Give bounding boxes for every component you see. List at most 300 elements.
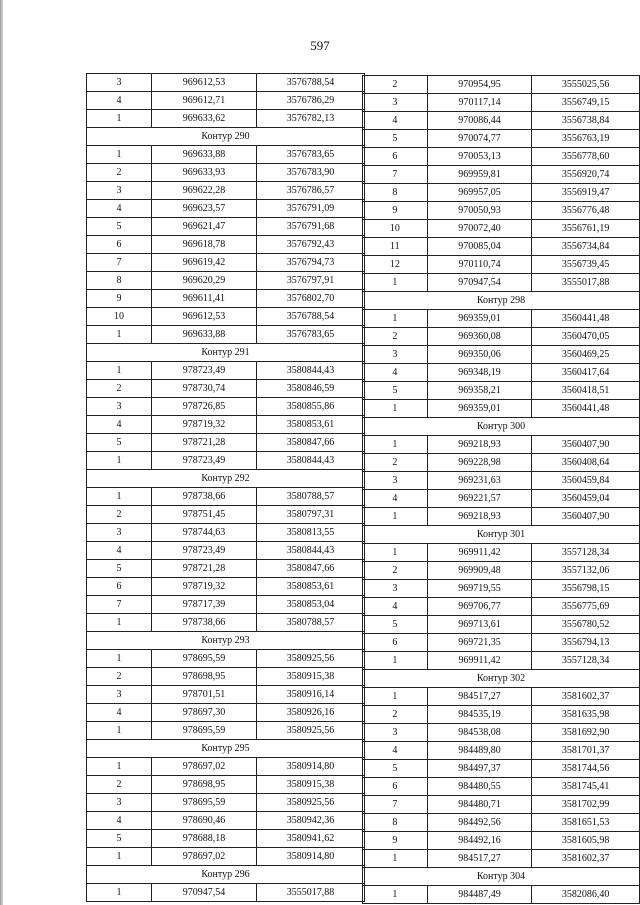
x-coordinate: 969359,01 — [427, 400, 532, 418]
x-coordinate: 984492,16 — [427, 832, 532, 850]
y-coordinate: 3580853,04 — [257, 596, 365, 614]
table-row — [87, 416, 365, 434]
point-number: 6 — [87, 578, 152, 596]
x-coordinate: 984487,49 — [427, 886, 532, 904]
point-number: 2 — [363, 562, 428, 580]
x-coordinate: 984489,80 — [427, 742, 532, 760]
point-number: 4 — [363, 112, 428, 130]
table-row — [363, 472, 640, 490]
x-coordinate: 969633,88 — [152, 326, 257, 344]
point-number: 9 — [363, 202, 428, 220]
y-coordinate: 3556919,47 — [532, 184, 640, 202]
table-row — [87, 452, 365, 470]
y-coordinate: 3576786,57 — [257, 182, 365, 200]
table-row — [363, 796, 640, 814]
point-number: 3 — [87, 398, 152, 416]
x-coordinate: 978738,66 — [152, 614, 257, 632]
x-coordinate: 978721,28 — [152, 560, 257, 578]
table-row — [363, 814, 640, 832]
table-row — [363, 148, 640, 166]
x-coordinate: 969706,77 — [427, 598, 532, 616]
x-coordinate: 969618,78 — [152, 236, 257, 254]
y-coordinate: 3582086,40 — [532, 886, 640, 904]
table-row — [363, 202, 640, 220]
y-coordinate: 3580942,36 — [257, 812, 365, 830]
table-row — [363, 724, 640, 742]
point-number: 1 — [87, 110, 152, 128]
y-coordinate: 3580853,61 — [257, 416, 365, 434]
point-number: 5 — [87, 218, 152, 236]
contour-header-row — [363, 418, 640, 436]
table-row — [363, 184, 640, 202]
x-coordinate: 984535,19 — [427, 706, 532, 724]
y-coordinate: 3580855,86 — [257, 398, 365, 416]
y-coordinate: 3580925,56 — [257, 794, 365, 812]
point-number: 3 — [363, 724, 428, 742]
table-row — [87, 560, 365, 578]
y-coordinate: 3576783,90 — [257, 164, 365, 182]
y-coordinate: 3555017,88 — [532, 274, 640, 292]
y-coordinate: 3581605,98 — [532, 832, 640, 850]
point-number: 4 — [87, 200, 152, 218]
point-number: 3 — [363, 580, 428, 598]
contour-header-row — [87, 470, 365, 488]
contour-title: Контур 291 — [87, 344, 365, 362]
y-coordinate: 3556775,69 — [532, 598, 640, 616]
x-coordinate: 969619,42 — [152, 254, 257, 272]
x-coordinate: 969612,71 — [152, 92, 257, 110]
x-coordinate: 969218,93 — [427, 436, 532, 454]
x-coordinate: 978723,49 — [152, 542, 257, 560]
point-number: 3 — [87, 794, 152, 812]
y-coordinate: 3556780,52 — [532, 616, 640, 634]
point-number: 10 — [363, 220, 428, 238]
table-row — [87, 776, 365, 794]
point-number: 5 — [363, 616, 428, 634]
y-coordinate: 3576791,09 — [257, 200, 365, 218]
table-row — [363, 454, 640, 472]
point-number: 9 — [87, 290, 152, 308]
y-coordinate: 3581701,37 — [532, 742, 640, 760]
x-coordinate: 978721,28 — [152, 434, 257, 452]
point-number: 2 — [87, 380, 152, 398]
x-coordinate: 969959,81 — [427, 166, 532, 184]
y-coordinate: 3560441,48 — [532, 310, 640, 328]
point-number: 3 — [363, 94, 428, 112]
x-coordinate: 969623,57 — [152, 200, 257, 218]
point-number: 5 — [87, 830, 152, 848]
x-coordinate: 978717,39 — [152, 596, 257, 614]
contour-header-row — [87, 740, 365, 758]
table-row — [363, 886, 640, 904]
x-coordinate: 969360,08 — [427, 328, 532, 346]
x-coordinate: 969633,93 — [152, 164, 257, 182]
y-coordinate: 3580915,38 — [257, 668, 365, 686]
y-coordinate: 3560469,25 — [532, 346, 640, 364]
point-number: 5 — [363, 382, 428, 400]
point-number: 3 — [363, 346, 428, 364]
point-number: 5 — [87, 434, 152, 452]
point-number: 1 — [87, 848, 152, 866]
point-number: 2 — [363, 706, 428, 724]
x-coordinate: 969719,55 — [427, 580, 532, 598]
y-coordinate: 3580847,66 — [257, 560, 365, 578]
x-coordinate: 969228,98 — [427, 454, 532, 472]
point-number: 1 — [363, 310, 428, 328]
y-coordinate: 3560459,84 — [532, 472, 640, 490]
y-coordinate: 3580788,57 — [257, 614, 365, 632]
x-coordinate: 978695,59 — [152, 722, 257, 740]
contour-header-row — [363, 868, 640, 886]
y-coordinate: 3556920,74 — [532, 166, 640, 184]
table-row — [87, 542, 365, 560]
x-coordinate: 969612,53 — [152, 74, 257, 92]
point-number: 4 — [87, 704, 152, 722]
x-coordinate: 970050,93 — [427, 202, 532, 220]
y-coordinate: 3580926,16 — [257, 704, 365, 722]
point-number: 7 — [363, 166, 428, 184]
table-row — [87, 812, 365, 830]
y-coordinate: 3581692,90 — [532, 724, 640, 742]
table-row — [87, 488, 365, 506]
point-number: 5 — [87, 560, 152, 578]
contour-header-row — [87, 344, 365, 362]
y-coordinate: 3576782,13 — [257, 110, 365, 128]
point-number: 2 — [87, 668, 152, 686]
y-coordinate: 3556734,84 — [532, 238, 640, 256]
table-row — [87, 596, 365, 614]
table-row — [87, 362, 365, 380]
point-number: 1 — [87, 614, 152, 632]
y-coordinate: 3580914,80 — [257, 758, 365, 776]
x-coordinate: 969620,29 — [152, 272, 257, 290]
point-number: 2 — [87, 776, 152, 794]
x-coordinate: 970085,04 — [427, 238, 532, 256]
table-row — [363, 238, 640, 256]
x-coordinate: 978701,51 — [152, 686, 257, 704]
point-number: 1 — [87, 650, 152, 668]
x-coordinate: 978726,85 — [152, 398, 257, 416]
contour-title: Контур 295 — [87, 740, 365, 758]
point-number: 3 — [87, 182, 152, 200]
y-coordinate: 3555017,88 — [257, 884, 365, 902]
y-coordinate: 3580853,61 — [257, 578, 365, 596]
table-row — [363, 580, 640, 598]
table-row — [363, 742, 640, 760]
point-number: 6 — [363, 778, 428, 796]
table-row — [87, 326, 365, 344]
contour-header-row — [363, 670, 640, 688]
table-row — [87, 524, 365, 542]
table-row — [87, 254, 365, 272]
x-coordinate: 978744,63 — [152, 524, 257, 542]
table-row — [363, 778, 640, 796]
table-row — [363, 346, 640, 364]
table-row — [87, 92, 365, 110]
x-coordinate: 978698,95 — [152, 668, 257, 686]
contour-title: Контур 293 — [87, 632, 365, 650]
y-coordinate: 3555025,56 — [532, 76, 640, 94]
y-coordinate: 3581651,53 — [532, 814, 640, 832]
table-row — [87, 236, 365, 254]
table-row — [87, 164, 365, 182]
x-coordinate: 978697,02 — [152, 758, 257, 776]
y-coordinate: 3580847,66 — [257, 434, 365, 452]
table-row — [363, 544, 640, 562]
y-coordinate: 3556794,13 — [532, 634, 640, 652]
table-row — [363, 328, 640, 346]
x-coordinate: 970954,95 — [427, 76, 532, 94]
x-coordinate: 984497,37 — [427, 760, 532, 778]
point-number: 1 — [87, 146, 152, 164]
y-coordinate: 3556739,45 — [532, 256, 640, 274]
x-coordinate: 969957,05 — [427, 184, 532, 202]
x-coordinate: 970053,13 — [427, 148, 532, 166]
x-coordinate: 970074,77 — [427, 130, 532, 148]
table-row — [87, 200, 365, 218]
x-coordinate: 978719,32 — [152, 578, 257, 596]
x-coordinate: 978695,59 — [152, 650, 257, 668]
table-row — [363, 274, 640, 292]
x-coordinate: 969611,41 — [152, 290, 257, 308]
y-coordinate: 3556778,60 — [532, 148, 640, 166]
table-row — [87, 704, 365, 722]
y-coordinate: 3580916,14 — [257, 686, 365, 704]
x-coordinate: 969218,93 — [427, 508, 532, 526]
x-coordinate: 969612,53 — [152, 308, 257, 326]
x-coordinate: 978698,95 — [152, 776, 257, 794]
y-coordinate: 3580813,55 — [257, 524, 365, 542]
table-row — [87, 506, 365, 524]
table-row — [363, 688, 640, 706]
point-number: 1 — [363, 436, 428, 454]
y-coordinate: 3556761,19 — [532, 220, 640, 238]
y-coordinate: 3576797,91 — [257, 272, 365, 290]
table-row — [87, 884, 365, 902]
table-row — [363, 706, 640, 724]
y-coordinate: 3560418,51 — [532, 382, 640, 400]
point-number: 1 — [363, 850, 428, 868]
x-coordinate: 978719,32 — [152, 416, 257, 434]
point-number: 3 — [363, 472, 428, 490]
contour-title: Контур 301 — [363, 526, 640, 544]
y-coordinate: 3576788,54 — [257, 308, 365, 326]
table-row — [363, 616, 640, 634]
x-coordinate: 969358,21 — [427, 382, 532, 400]
table-row — [363, 436, 640, 454]
y-coordinate: 3576786,29 — [257, 92, 365, 110]
y-coordinate: 3576788,54 — [257, 74, 365, 92]
table-row — [87, 830, 365, 848]
point-number: 6 — [363, 148, 428, 166]
x-coordinate: 978723,49 — [152, 452, 257, 470]
point-number: 3 — [87, 524, 152, 542]
y-coordinate: 3581635,98 — [532, 706, 640, 724]
table-row — [87, 380, 365, 398]
table-row — [363, 598, 640, 616]
y-coordinate: 3557128,34 — [532, 544, 640, 562]
y-coordinate: 3581745,41 — [532, 778, 640, 796]
x-coordinate: 970072,40 — [427, 220, 532, 238]
y-coordinate: 3581602,37 — [532, 850, 640, 868]
x-coordinate: 969713,61 — [427, 616, 532, 634]
point-number: 3 — [87, 686, 152, 704]
point-number: 4 — [363, 364, 428, 382]
x-coordinate: 984492,56 — [427, 814, 532, 832]
table-row — [363, 562, 640, 580]
table-row — [363, 400, 640, 418]
y-coordinate: 3580844,43 — [257, 452, 365, 470]
x-coordinate: 984538,08 — [427, 724, 532, 742]
point-number: 1 — [87, 452, 152, 470]
point-number: 5 — [363, 760, 428, 778]
x-coordinate: 969359,01 — [427, 310, 532, 328]
table-row — [363, 112, 640, 130]
y-coordinate: 3576783,65 — [257, 326, 365, 344]
point-number: 2 — [87, 506, 152, 524]
y-coordinate: 3560407,90 — [532, 436, 640, 454]
y-coordinate: 3560407,90 — [532, 508, 640, 526]
table-row — [87, 146, 365, 164]
point-number: 6 — [363, 634, 428, 652]
x-coordinate: 969348,19 — [427, 364, 532, 382]
table-row — [87, 290, 365, 308]
point-number: 11 — [363, 238, 428, 256]
y-coordinate: 3580846,59 — [257, 380, 365, 398]
point-number: 7 — [87, 254, 152, 272]
x-coordinate: 984480,55 — [427, 778, 532, 796]
y-coordinate: 3556798,15 — [532, 580, 640, 598]
contour-header-row — [87, 128, 365, 146]
table-row — [363, 220, 640, 238]
table-row — [363, 76, 640, 94]
table-row — [363, 310, 640, 328]
y-coordinate: 3580788,57 — [257, 488, 365, 506]
table-row — [363, 652, 640, 670]
point-number: 4 — [87, 416, 152, 434]
table-row — [363, 166, 640, 184]
table-row — [363, 130, 640, 148]
x-coordinate: 970110,74 — [427, 256, 532, 274]
x-coordinate: 969621,47 — [152, 218, 257, 236]
table-row — [87, 182, 365, 200]
x-coordinate: 978695,59 — [152, 794, 257, 812]
x-coordinate: 970117,14 — [427, 94, 532, 112]
x-coordinate: 978688,18 — [152, 830, 257, 848]
x-coordinate: 978697,02 — [152, 848, 257, 866]
point-number: 1 — [363, 274, 428, 292]
page-number: 597 — [310, 38, 330, 53]
y-coordinate: 3581602,37 — [532, 688, 640, 706]
y-coordinate: 3581744,56 — [532, 760, 640, 778]
point-number: 4 — [87, 92, 152, 110]
table-row — [87, 218, 365, 236]
table-row — [87, 110, 365, 128]
x-coordinate: 970086,44 — [427, 112, 532, 130]
point-number: 1 — [363, 544, 428, 562]
table-row — [363, 382, 640, 400]
y-coordinate: 3580844,43 — [257, 542, 365, 560]
y-coordinate: 3580925,56 — [257, 650, 365, 668]
y-coordinate: 3556776,48 — [532, 202, 640, 220]
y-coordinate: 3580797,31 — [257, 506, 365, 524]
point-number: 2 — [87, 164, 152, 182]
coordinates-table-right — [362, 75, 640, 904]
point-number: 4 — [363, 490, 428, 508]
contour-title: Контур 290 — [87, 128, 365, 146]
x-coordinate: 969633,62 — [152, 110, 257, 128]
table-row — [87, 848, 365, 866]
x-coordinate: 969911,42 — [427, 652, 532, 670]
table-row — [87, 398, 365, 416]
table-row — [87, 308, 365, 326]
y-coordinate: 3580925,56 — [257, 722, 365, 740]
y-coordinate: 3576792,43 — [257, 236, 365, 254]
x-coordinate: 978730,74 — [152, 380, 257, 398]
point-number: 7 — [363, 796, 428, 814]
contour-header-row — [87, 632, 365, 650]
point-number: 7 — [87, 596, 152, 614]
x-coordinate: 984517,27 — [427, 850, 532, 868]
y-coordinate: 3560408,64 — [532, 454, 640, 472]
contour-header-row — [87, 866, 365, 884]
y-coordinate: 3576791,68 — [257, 218, 365, 236]
table-row — [363, 850, 640, 868]
x-coordinate: 978690,46 — [152, 812, 257, 830]
table-row — [87, 668, 365, 686]
table-row — [363, 760, 640, 778]
point-number: 1 — [87, 884, 152, 902]
point-number: 4 — [363, 598, 428, 616]
point-number: 1 — [87, 758, 152, 776]
table-row — [87, 650, 365, 668]
table-row — [363, 256, 640, 274]
y-coordinate: 3560417,64 — [532, 364, 640, 382]
x-coordinate: 978697,30 — [152, 704, 257, 722]
table-row — [87, 74, 365, 92]
y-coordinate: 3557132,06 — [532, 562, 640, 580]
contour-title: Контур 296 — [87, 866, 365, 884]
point-number: 9 — [363, 832, 428, 850]
point-number: 4 — [87, 542, 152, 560]
contour-title: Контур 302 — [363, 670, 640, 688]
x-coordinate: 969721,35 — [427, 634, 532, 652]
contour-title: Контур 298 — [363, 292, 640, 310]
table-row — [87, 794, 365, 812]
y-coordinate: 3556763,19 — [532, 130, 640, 148]
point-number: 10 — [87, 308, 152, 326]
y-coordinate: 3580915,38 — [257, 776, 365, 794]
contour-title: Контур 292 — [87, 470, 365, 488]
table-row — [363, 832, 640, 850]
y-coordinate: 3560470,05 — [532, 328, 640, 346]
table-row — [87, 722, 365, 740]
x-coordinate: 969231,63 — [427, 472, 532, 490]
scan-edge — [0, 0, 3, 905]
x-coordinate: 978738,66 — [152, 488, 257, 506]
point-number: 4 — [87, 812, 152, 830]
y-coordinate: 3576802,70 — [257, 290, 365, 308]
y-coordinate: 3581702,99 — [532, 796, 640, 814]
x-coordinate: 978751,45 — [152, 506, 257, 524]
y-coordinate: 3576783,65 — [257, 146, 365, 164]
contour-header-row — [363, 526, 640, 544]
table-row — [87, 614, 365, 632]
point-number: 8 — [87, 272, 152, 290]
point-number: 1 — [363, 886, 428, 904]
table-row — [87, 686, 365, 704]
y-coordinate: 3576794,73 — [257, 254, 365, 272]
